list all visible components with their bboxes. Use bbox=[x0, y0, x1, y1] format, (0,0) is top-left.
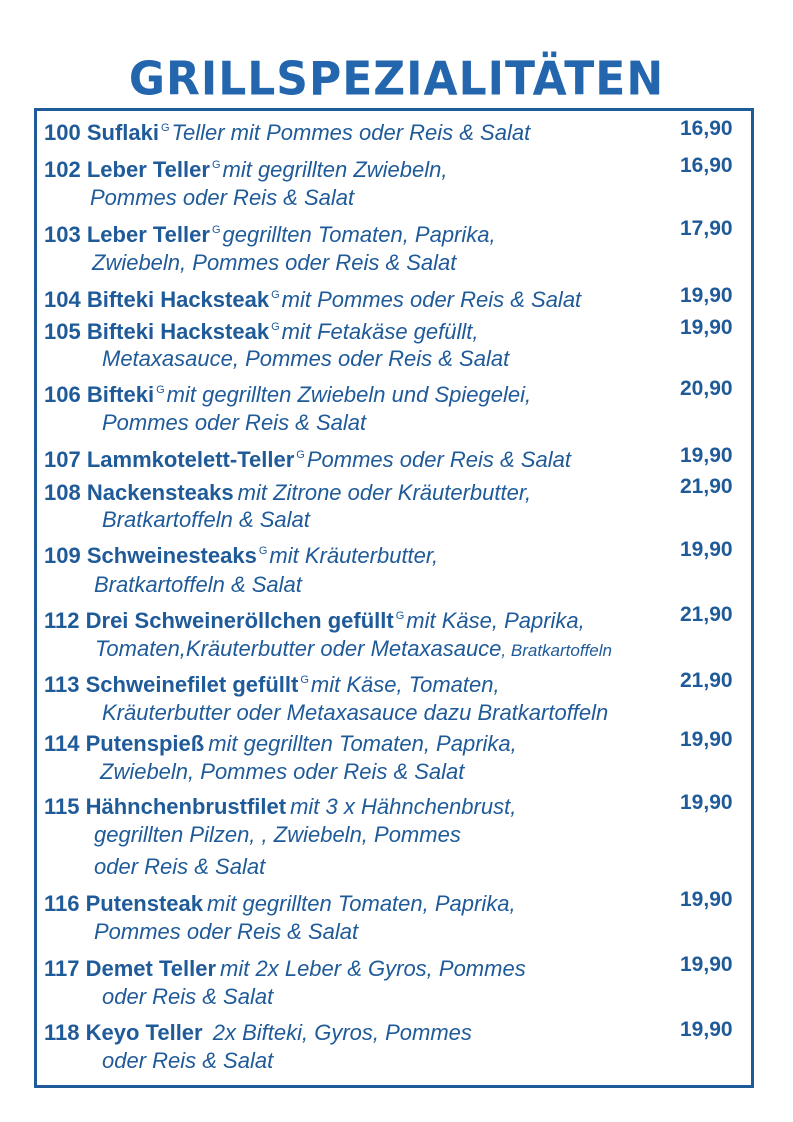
item-description-line2: Bratkartoffeln & Salat bbox=[94, 572, 302, 597]
allergen-tag: G bbox=[296, 449, 305, 461]
item-description-text: Tomaten,Kräuterbutter oder Metaxasauce bbox=[95, 636, 502, 661]
item-description: mit 2x Leber & Gyros, Pommes bbox=[220, 956, 526, 981]
menu-item-107 bbox=[44, 439, 744, 476]
item-number: 116 bbox=[44, 891, 80, 916]
item-price: 19,90 bbox=[680, 953, 733, 976]
item-name: Bifteki Hacksteak bbox=[86, 287, 270, 312]
item-price: 19,90 bbox=[680, 888, 733, 911]
item-price: 16,90 bbox=[680, 117, 733, 140]
allergen-tag: G bbox=[211, 159, 221, 171]
item-number: 117 bbox=[44, 956, 80, 981]
item-description: 2x Bifteki, Gyros, Pommes bbox=[212, 1020, 472, 1045]
item-number: 108 bbox=[44, 480, 81, 505]
item-name: Leber Teller bbox=[86, 157, 210, 182]
item-number: 106 bbox=[44, 382, 81, 407]
item-description: mit Fetakäse gefüllt, bbox=[281, 319, 479, 344]
item-number: 109 bbox=[44, 543, 81, 568]
allergen-tag: G bbox=[160, 122, 170, 134]
item-description: mit 3 x Hähnchenbrust, bbox=[290, 794, 517, 819]
item-description: mit Kräuterbutter, bbox=[269, 543, 439, 568]
item-price: 21,90 bbox=[680, 603, 733, 626]
item-number: 103 bbox=[44, 222, 81, 247]
item-description: mit gegrillten Zwiebeln und Spiegelei, bbox=[166, 382, 532, 407]
item-name: Leber Teller bbox=[86, 222, 210, 247]
item-name: Demet Teller bbox=[85, 956, 217, 981]
allergen-tag: G bbox=[271, 321, 280, 333]
item-number: 112 bbox=[44, 608, 80, 633]
item-name: Bifteki Hacksteak bbox=[86, 319, 270, 344]
allergen-tag: G bbox=[156, 384, 165, 396]
item-name: Keyo Teller bbox=[85, 1020, 203, 1045]
page-title: GRILLSPEZIALITÄTEN bbox=[128, 52, 665, 107]
item-name: Schweinesteaks bbox=[86, 543, 257, 568]
item-description-line2: Pommes oder Reis & Salat bbox=[90, 185, 355, 210]
item-description: mit Pommes oder Reis & Salat bbox=[281, 287, 582, 312]
item-description: Teller mit Pommes oder Reis & Salat bbox=[171, 120, 531, 145]
item-number: 100 bbox=[44, 120, 81, 145]
item-description: Pommes oder Reis & Salat bbox=[306, 447, 571, 472]
allergen-tag: G bbox=[271, 289, 280, 301]
item-description-line2: Metaxasauce, Pommes oder Reis & Salat bbox=[102, 346, 510, 371]
item-name: Schweinefilet gefüllt bbox=[85, 672, 299, 697]
item-price: 19,90 bbox=[680, 728, 733, 751]
allergen-tag: G bbox=[395, 610, 405, 622]
allergen-tag: G bbox=[300, 674, 309, 686]
item-description-line2: Bratkartoffeln & Salat bbox=[102, 507, 310, 532]
item-name: Suflaki bbox=[86, 120, 159, 145]
item-description-line3: oder Reis & Salat bbox=[94, 854, 266, 879]
item-description: mit gegrillten Zwiebeln, bbox=[222, 157, 448, 182]
item-price: 21,90 bbox=[680, 669, 733, 692]
item-name: Drei Schweineröllchen gefüllt bbox=[85, 608, 394, 633]
item-description-line2: gegrillten Pilzen, , Zwiebeln, Pommes bbox=[94, 822, 461, 847]
item-name: Lammkotelett-Teller bbox=[86, 447, 295, 472]
item-number: 113 bbox=[44, 672, 80, 697]
item-description-line2: oder Reis & Salat bbox=[102, 1048, 274, 1073]
item-name: Hähnchenbrustfilet bbox=[85, 794, 287, 819]
item-price: 19,90 bbox=[680, 444, 733, 467]
item-number: 102 bbox=[44, 157, 81, 182]
item-number: 114 bbox=[44, 731, 80, 756]
item-price: 16,90 bbox=[680, 154, 733, 177]
item-description: mit gegrillten Tomaten, Paprika, bbox=[208, 731, 517, 756]
item-description: mit Käse, Paprika, bbox=[406, 608, 585, 633]
item-price: 17,90 bbox=[680, 217, 733, 240]
item-name: Nackensteaks bbox=[86, 480, 234, 505]
item-number: 104 bbox=[44, 287, 81, 312]
item-price: 19,90 bbox=[680, 316, 733, 339]
item-name: Putenspieß bbox=[85, 731, 205, 756]
item-description: gegrillten Tomaten, Paprika, bbox=[222, 222, 496, 247]
item-price: 20,90 bbox=[680, 377, 733, 400]
item-description: mit Zitrone oder Kräuterbutter, bbox=[237, 480, 532, 505]
item-price: 19,90 bbox=[680, 791, 733, 814]
allergen-tag: G bbox=[211, 224, 221, 236]
item-price: 19,90 bbox=[680, 284, 733, 307]
item-description-line2: Zwiebeln, Pommes oder Reis & Salat bbox=[100, 759, 465, 784]
item-number: 115 bbox=[44, 794, 80, 819]
item-description-line2: Pommes oder Reis & Salat bbox=[94, 919, 359, 944]
menu-item-100 bbox=[44, 112, 744, 149]
item-name: Bifteki bbox=[86, 382, 155, 407]
item-description-line2: oder Reis & Salat bbox=[102, 984, 274, 1009]
item-number: 105 bbox=[44, 319, 81, 344]
item-price: 19,90 bbox=[680, 1018, 733, 1041]
item-description: mit gegrillten Tomaten, Paprika, bbox=[207, 891, 516, 916]
allergen-tag: G bbox=[258, 545, 268, 557]
item-number: 107 bbox=[44, 447, 81, 472]
item-description-line2 bbox=[95, 632, 612, 667]
item-description-line2: Zwiebeln, Pommes oder Reis & Salat bbox=[92, 250, 457, 275]
item-description-side: , Bratkartoffeln bbox=[501, 641, 612, 660]
item-description-line2: Kräuterbutter oder Metaxasauce dazu Bratkartoffeln bbox=[102, 700, 609, 725]
menu-item-109 bbox=[44, 535, 744, 572]
item-price: 19,90 bbox=[680, 538, 733, 561]
item-price: 21,90 bbox=[680, 475, 733, 498]
item-description: mit Käse, Tomaten, bbox=[310, 672, 500, 697]
item-description-line2: Pommes oder Reis & Salat bbox=[102, 410, 367, 435]
item-name: Putensteak bbox=[85, 891, 204, 916]
item-number: 118 bbox=[44, 1020, 80, 1045]
